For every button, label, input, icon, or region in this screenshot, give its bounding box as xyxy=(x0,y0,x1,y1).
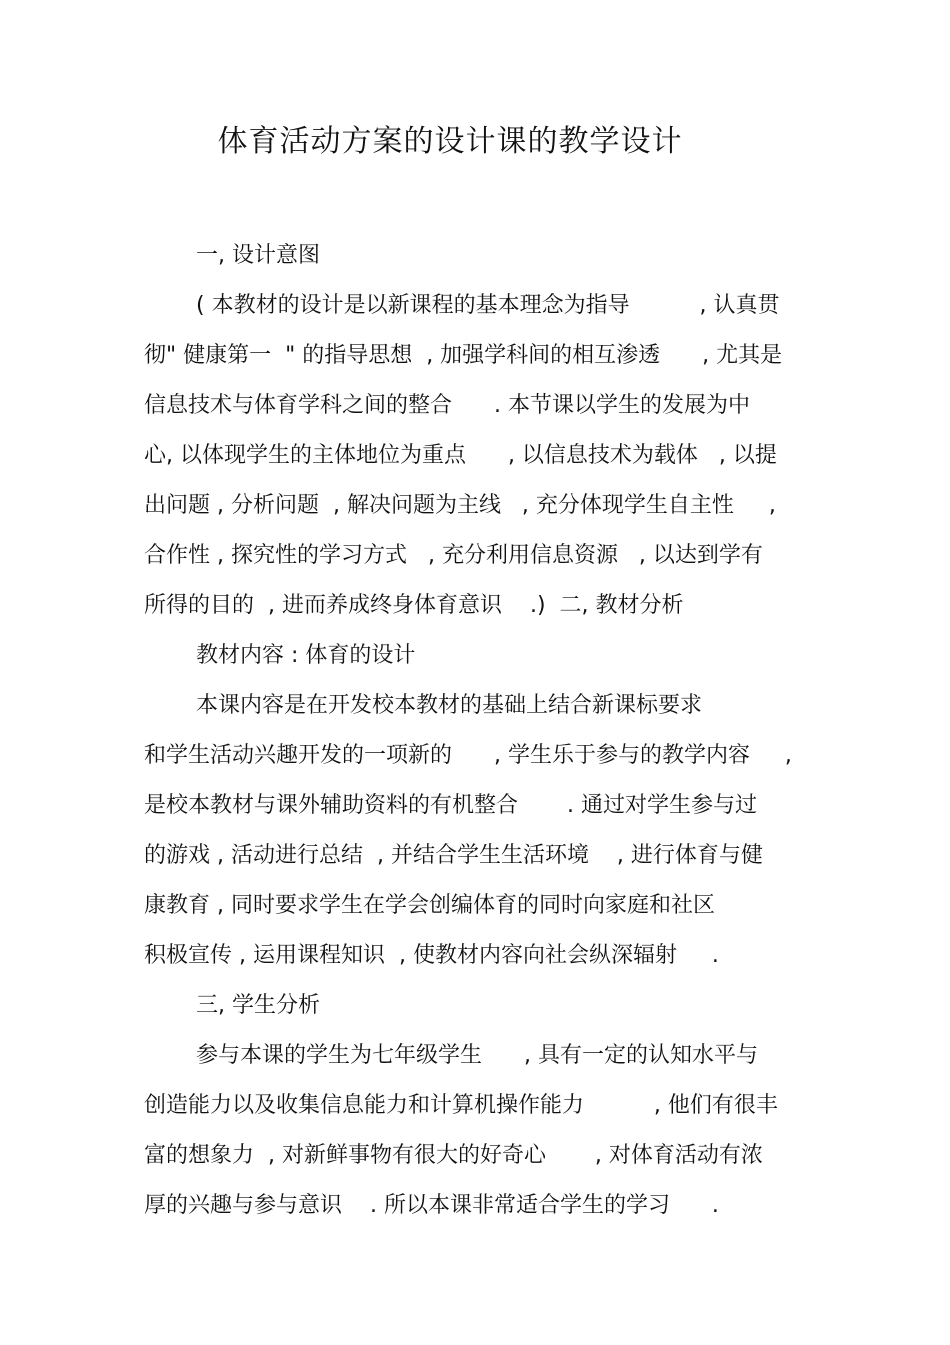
paragraph-line: 厚的兴趣与参与意识 . 所以本课非常适合学生的学习 . xyxy=(144,1193,719,1218)
section-heading-design-intent: 一, 设计意图 xyxy=(196,243,320,268)
paragraph-line: 积极宣传 , 运用课程知识 , 使教材内容向社会纵深辐射 . xyxy=(144,943,719,968)
paragraph-line: 的游戏 , 活动进行总结 , 并结合学生生活环境 , 进行体育与健 xyxy=(144,843,763,868)
paragraph-line: 出问题 , 分析问题 , 解决问题为主线 , 充分体现学生自主性 , xyxy=(144,493,776,518)
paragraph-line: 信息技术与体育学科之间的整合 . 本节课以学生的发展为中 xyxy=(144,393,750,418)
paragraph-line: 创造能力以及收集信息能力和计算机操作能力 , 他们有很丰 xyxy=(144,1093,778,1118)
paragraph-line: 本课内容是在开发校本教材的基础上结合新课标要求 xyxy=(196,693,703,718)
paragraph-line: 心, 以体现学生的主体地位为重点 , 以信息技术为载体 , 以提 xyxy=(144,443,777,468)
paragraph-line: 是校本教材与课外辅助资料的有机整合 . 通过对学生参与过 xyxy=(144,793,757,818)
paragraph-line: 彻" 健康第一 " 的指导思想 , 加强学科间的相互渗透 , 尤其是 xyxy=(144,343,783,368)
document-title: 体育活动方案的设计课的教学设计 xyxy=(217,124,683,159)
material-content-line: 教材内容 : 体育的设计 xyxy=(196,643,416,668)
section-heading-student-analysis: 三, 学生分析 xyxy=(196,993,320,1018)
paragraph-line: 合作性 , 探究性的学习方式 , 充分利用信息资源 , 以达到学有 xyxy=(144,543,763,568)
paragraph-line: 和学生活动兴趣开发的一项新的 , 学生乐于参与的教学内容 , xyxy=(144,743,792,768)
paragraph-line: 康教育 , 同时要求学生在学会创编体育的同时向家庭和社区 xyxy=(144,893,715,918)
paragraph-line: ( 本教材的设计是以新课程的基本理念为指导 , 认真贯 xyxy=(196,293,780,318)
paragraph-line: 富的想象力 , 对新鲜事物有很大的好奇心 , 对体育活动有浓 xyxy=(144,1143,763,1168)
paragraph-line: 参与本课的学生为七年级学生 , 具有一定的认知水平与 xyxy=(196,1043,758,1068)
paragraph-line: 所得的目的 , 进而养成终身体育意识 .) 二, 教材分析 xyxy=(144,593,684,618)
